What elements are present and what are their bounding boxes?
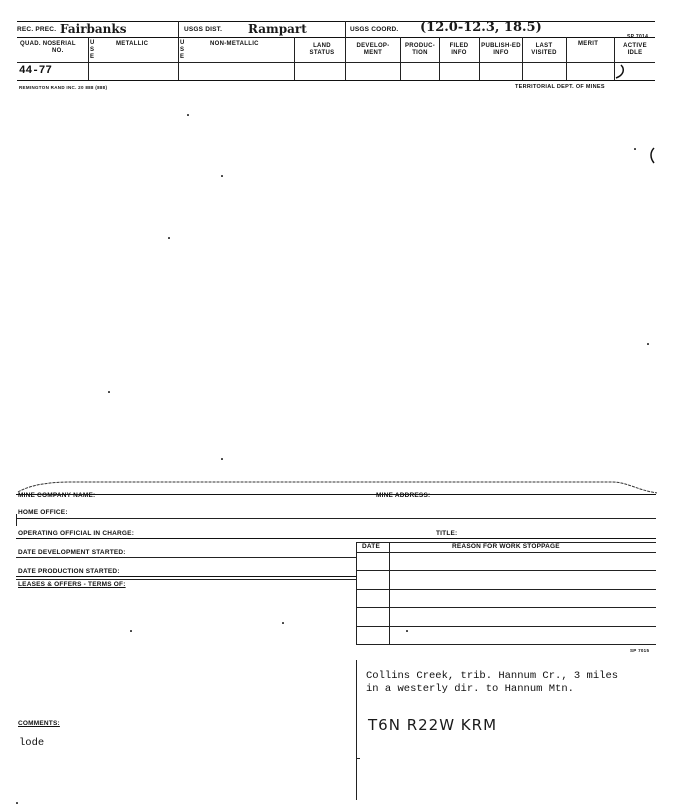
comments-value: lode (19, 737, 45, 749)
filed-info-label: FILED INFO (449, 43, 469, 56)
date-development-label: DATE DEVELOPMENT STARTED: (18, 549, 126, 556)
check-mark-icon (612, 63, 628, 81)
agency-text: TERRITORIAL DEPT. OF MINES (515, 84, 605, 90)
location-line-1: Collins Creek, trib. Hannum Cr., 3 miles (366, 670, 619, 682)
mine-address-label: MINE ADDRESS: (376, 492, 431, 499)
usgs-coord-label: USGS COORD. (350, 26, 399, 33)
quad-label: QUAD. NO. (20, 41, 55, 47)
rec-prec-label: REC. PREC. (17, 26, 57, 33)
form-number-2: SP 7015 (630, 648, 650, 653)
usgs-coord-value: (12.0-12.3, 18.5) (420, 20, 542, 35)
usgs-dist-label: USGS DIST. (184, 26, 223, 33)
active-idle-label: ACTIVE IDLE (623, 43, 647, 56)
last-visited-label: LAST VISITED (531, 43, 557, 56)
leases-label: LEASES & OFFERS - TERMS OF: (18, 581, 126, 588)
edge-mark (648, 146, 656, 166)
home-office-label: HOME OFFICE: (18, 509, 68, 516)
rec-prec-value: Fairbanks (60, 22, 127, 36)
land-status-label: LAND STATUS (309, 43, 335, 56)
handwritten-note: T6N R22W KRM (368, 716, 498, 734)
location-line-2: in a westerly dir. to Hannum Mtn. (366, 683, 574, 695)
form-top-line (12, 474, 662, 496)
use-label-2: U S E (180, 40, 185, 60)
printer-text: REMINGTON RAND INC. 20 888 (888) (19, 85, 108, 90)
serial-label: SERIAL NO. (52, 41, 76, 54)
comments-label: COMMENTS: (18, 720, 60, 727)
title-label: TITLE: (436, 530, 458, 537)
usgs-dist-value: Rampart (248, 22, 307, 36)
date-production-label: DATE PRODUCTION STARTED: (18, 568, 120, 575)
metallic-label: METALLIC (116, 41, 149, 47)
date-col-label: DATE (362, 543, 381, 550)
reason-label: REASON FOR WORK STOPPAGE (452, 543, 560, 550)
development-label: DEVELOP-MENT (356, 43, 390, 56)
merit-label: MERIT (578, 41, 599, 47)
form-number: SP 7014 (627, 34, 649, 40)
serial-value: 44-77 (19, 65, 53, 77)
mine-company-label: MINE COMPANY NAME: (18, 492, 96, 499)
use-label: U S E (90, 40, 95, 60)
published-info-label: PUBLISH-ED INFO (481, 43, 521, 56)
production-label: PRODUC-TION (404, 43, 436, 56)
operating-official-label: OPERATING OFFICIAL IN CHARGE: (18, 530, 135, 537)
nonmetallic-label: NON-METALLIC (210, 41, 259, 47)
